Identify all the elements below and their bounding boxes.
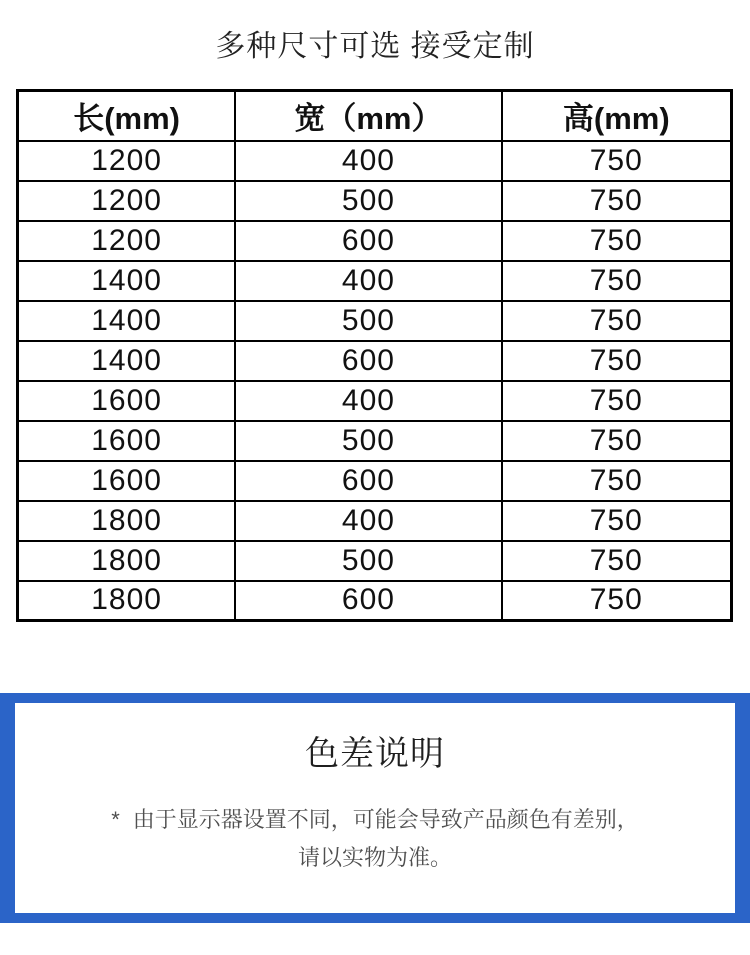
col-header-height: 高(mm) <box>502 91 732 141</box>
table-cell: 750 <box>502 461 732 501</box>
table-row <box>18 181 732 221</box>
table-cell: 750 <box>502 141 732 181</box>
table-row <box>18 301 732 341</box>
table-cell: 1200 <box>18 141 236 181</box>
table-cell: 750 <box>502 501 732 541</box>
table-row <box>18 221 732 261</box>
table-cell: 1800 <box>18 581 236 621</box>
table-cell: 400 <box>235 141 501 181</box>
color-notice-panel <box>0 693 750 923</box>
table-row <box>18 341 732 381</box>
table-cell: 1200 <box>18 181 236 221</box>
table-cell: 750 <box>502 421 732 461</box>
table-row <box>18 421 732 461</box>
table-row <box>18 541 732 581</box>
notice-line1: 由于显示器设置不同，可能会导致产品颜色有差别， <box>132 807 639 832</box>
table-cell: 600 <box>235 461 501 501</box>
table-cell: 1800 <box>18 501 236 541</box>
table-cell: 1400 <box>18 341 236 381</box>
table-row <box>18 581 732 621</box>
table-cell: 1600 <box>18 461 236 501</box>
table-cell: 750 <box>502 381 732 421</box>
col-header-width: 宽（mm） <box>235 91 501 141</box>
table-cell: 750 <box>502 581 732 621</box>
table-row <box>18 381 732 421</box>
table-row <box>18 141 732 181</box>
table-cell: 600 <box>235 341 501 381</box>
notice-line2: 请以实物为准。 <box>297 845 452 870</box>
notice-text <box>55 801 695 877</box>
table-cell: 1600 <box>18 381 236 421</box>
color-notice-inner <box>15 703 735 913</box>
table-cell: 400 <box>235 381 501 421</box>
table-cell: 600 <box>235 581 501 621</box>
table-row <box>18 501 732 541</box>
asterisk-mark: * <box>111 807 120 832</box>
table-header-row <box>18 91 732 141</box>
table-cell: 750 <box>502 181 732 221</box>
table-cell: 1800 <box>18 541 236 581</box>
table-cell: 400 <box>235 501 501 541</box>
table-cell: 750 <box>502 261 732 301</box>
col-header-length: 长(mm) <box>18 91 236 141</box>
table-cell: 750 <box>502 221 732 261</box>
notice-title: 色差说明 <box>305 735 445 773</box>
table-row <box>18 261 732 301</box>
table-cell: 750 <box>502 341 732 381</box>
table-cell: 400 <box>235 261 501 301</box>
table-cell: 1400 <box>18 261 236 301</box>
table-cell: 1400 <box>18 301 236 341</box>
table-row <box>18 461 732 501</box>
table-cell: 750 <box>502 301 732 341</box>
size-table <box>16 89 733 622</box>
table-cell: 750 <box>502 541 732 581</box>
table-cell: 500 <box>235 301 501 341</box>
table-cell: 500 <box>235 181 501 221</box>
table-cell: 600 <box>235 221 501 261</box>
table-cell: 1600 <box>18 421 236 461</box>
table-cell: 1200 <box>18 221 236 261</box>
table-cell: 500 <box>235 541 501 581</box>
page-title: 多种尺寸可选 接受定制 <box>215 30 535 63</box>
table-cell: 500 <box>235 421 501 461</box>
